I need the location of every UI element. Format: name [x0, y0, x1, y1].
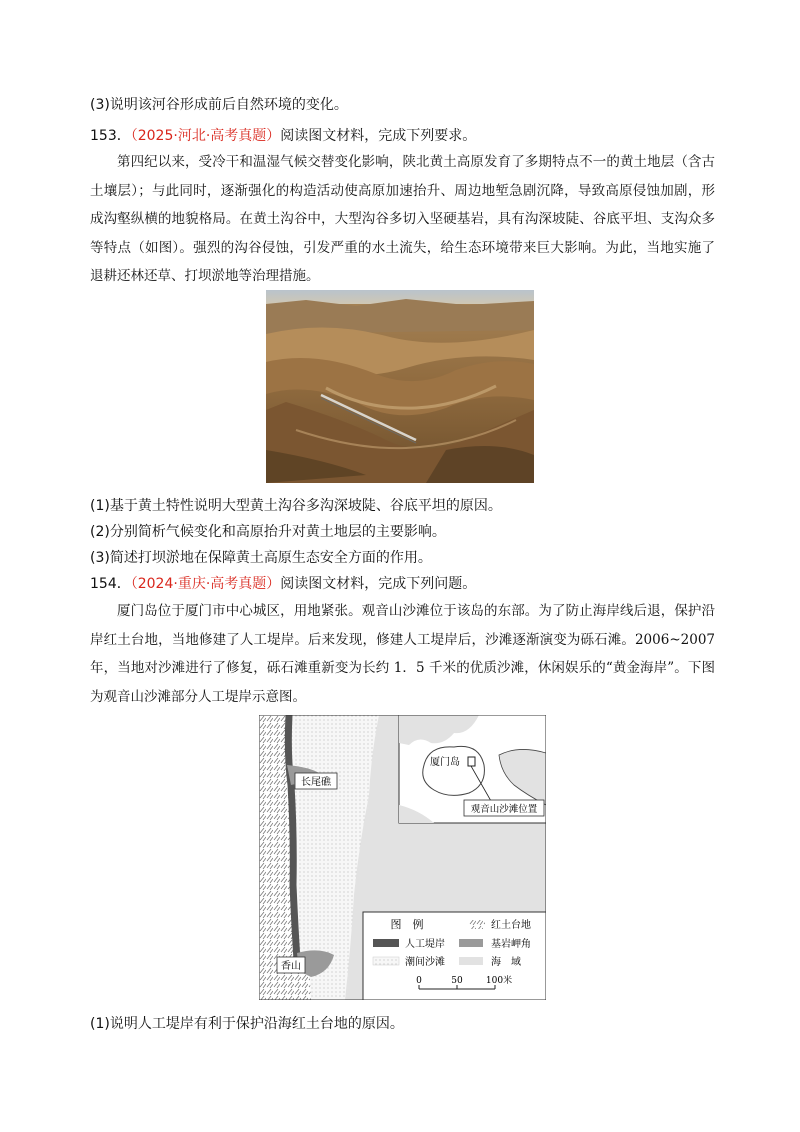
inset-map: [399, 715, 546, 823]
label-guanyinshan: 观音山沙滩位置: [470, 804, 538, 815]
q154-instruction: 阅读图文材料，完成下列问题。: [280, 576, 477, 592]
legend-terrace: 红土台地: [491, 920, 531, 931]
loess-gully-illustration: [266, 290, 534, 483]
legend-headland: 基岩岬角: [491, 939, 531, 950]
scale-tick-50: 50: [451, 976, 463, 986]
map-legend: [363, 912, 546, 1000]
q154-sub1: (1)说明人工堤岸有利于保护沿海红土台地的原因。: [90, 1016, 404, 1032]
loess-gully-photo: [266, 290, 534, 483]
legend-swatch-beach: [373, 957, 399, 965]
legend-title: 图 例: [390, 918, 424, 931]
q153-number: 153．: [90, 128, 131, 144]
legend-swatch-sea: [459, 957, 483, 965]
label-xiamen-island: 厦门岛: [430, 757, 460, 768]
q153-sub1: (1)基于黄土特性说明大型黄土沟谷多沟深坡陡、谷底平坦的原因。: [90, 498, 502, 514]
q153-source: （2025·河北·高考真题）: [130, 128, 281, 144]
legend-swatch-dike: [373, 939, 399, 947]
q153-header: [90, 126, 476, 146]
q153-sub2: (2)分别简析气候变化和高原抬升对黄土地层的主要影响。: [90, 524, 446, 540]
label-xiangshan: 香山: [281, 961, 301, 972]
scale-tick-0: 0: [416, 976, 422, 986]
guanyinshan-map: [259, 715, 546, 1000]
legend-swatch-headland: [459, 939, 483, 947]
q154-source: （2024·重庆·高考真题）: [130, 576, 281, 592]
q153-instruction: 阅读图文材料，完成下列要求。: [280, 128, 477, 144]
q153-sub3: (3)简述打坝淤地在保障黄土高原生态安全方面的作用。: [90, 550, 432, 566]
label-changweijiao: 长尾礁: [301, 777, 331, 788]
q153-paragraph: 第四纪以来，受冷干和温湿气候交替变化影响，陕北黄土高原发育了多期特点不一的黄土地层（含古土壤层）；与此同时，逐渐强化的构造活动使高原加速抬升、周边地堑急剧沉降，导致高原侵蚀加剧，形成沟壑纵横的地貌格局。在黄土沟谷中，大型沟谷多切入坚硬基岩，具有沟深坡陡、谷底平坦、支沟众多等特点（如图）。强烈的沟谷侵蚀，引发严重的水土流失，给生态环境带来巨大影响。为此，当地实施了退耕还林还草、打坝淤地等治理措施。: [90, 154, 715, 284]
legend-swatch-terrace: [469, 920, 485, 929]
q154-number: 154．: [90, 576, 131, 592]
scale-tick-100: 100米: [485, 976, 513, 986]
legend-sea: 海 域: [491, 957, 521, 968]
legend-beach: 潮间沙滩: [405, 957, 445, 968]
q154-header: [90, 574, 476, 594]
q152-sub3: (3)说明该河谷形成前后自然环境的变化。: [90, 97, 348, 113]
q154-paragraph: 厦门岛位于厦门市中心城区，用地紧张。观音山沙滩位于该岛的东部。为了防止海岸线后退，保护沿岸红土台地，当地修建了人工堤岸。后来发现，修建人工堤岸后，沙滩逐渐演变为砾石滩。2006~2007 年，当地对沙滩进行了修复，砾石滩重新变为长约 1．5 千米的优质沙滩，休闲娱乐的“黄金海岸”。下图为观音山沙滩部分人工堤岸示意图。: [90, 603, 715, 705]
legend-dike: 人工堤岸: [405, 939, 445, 950]
